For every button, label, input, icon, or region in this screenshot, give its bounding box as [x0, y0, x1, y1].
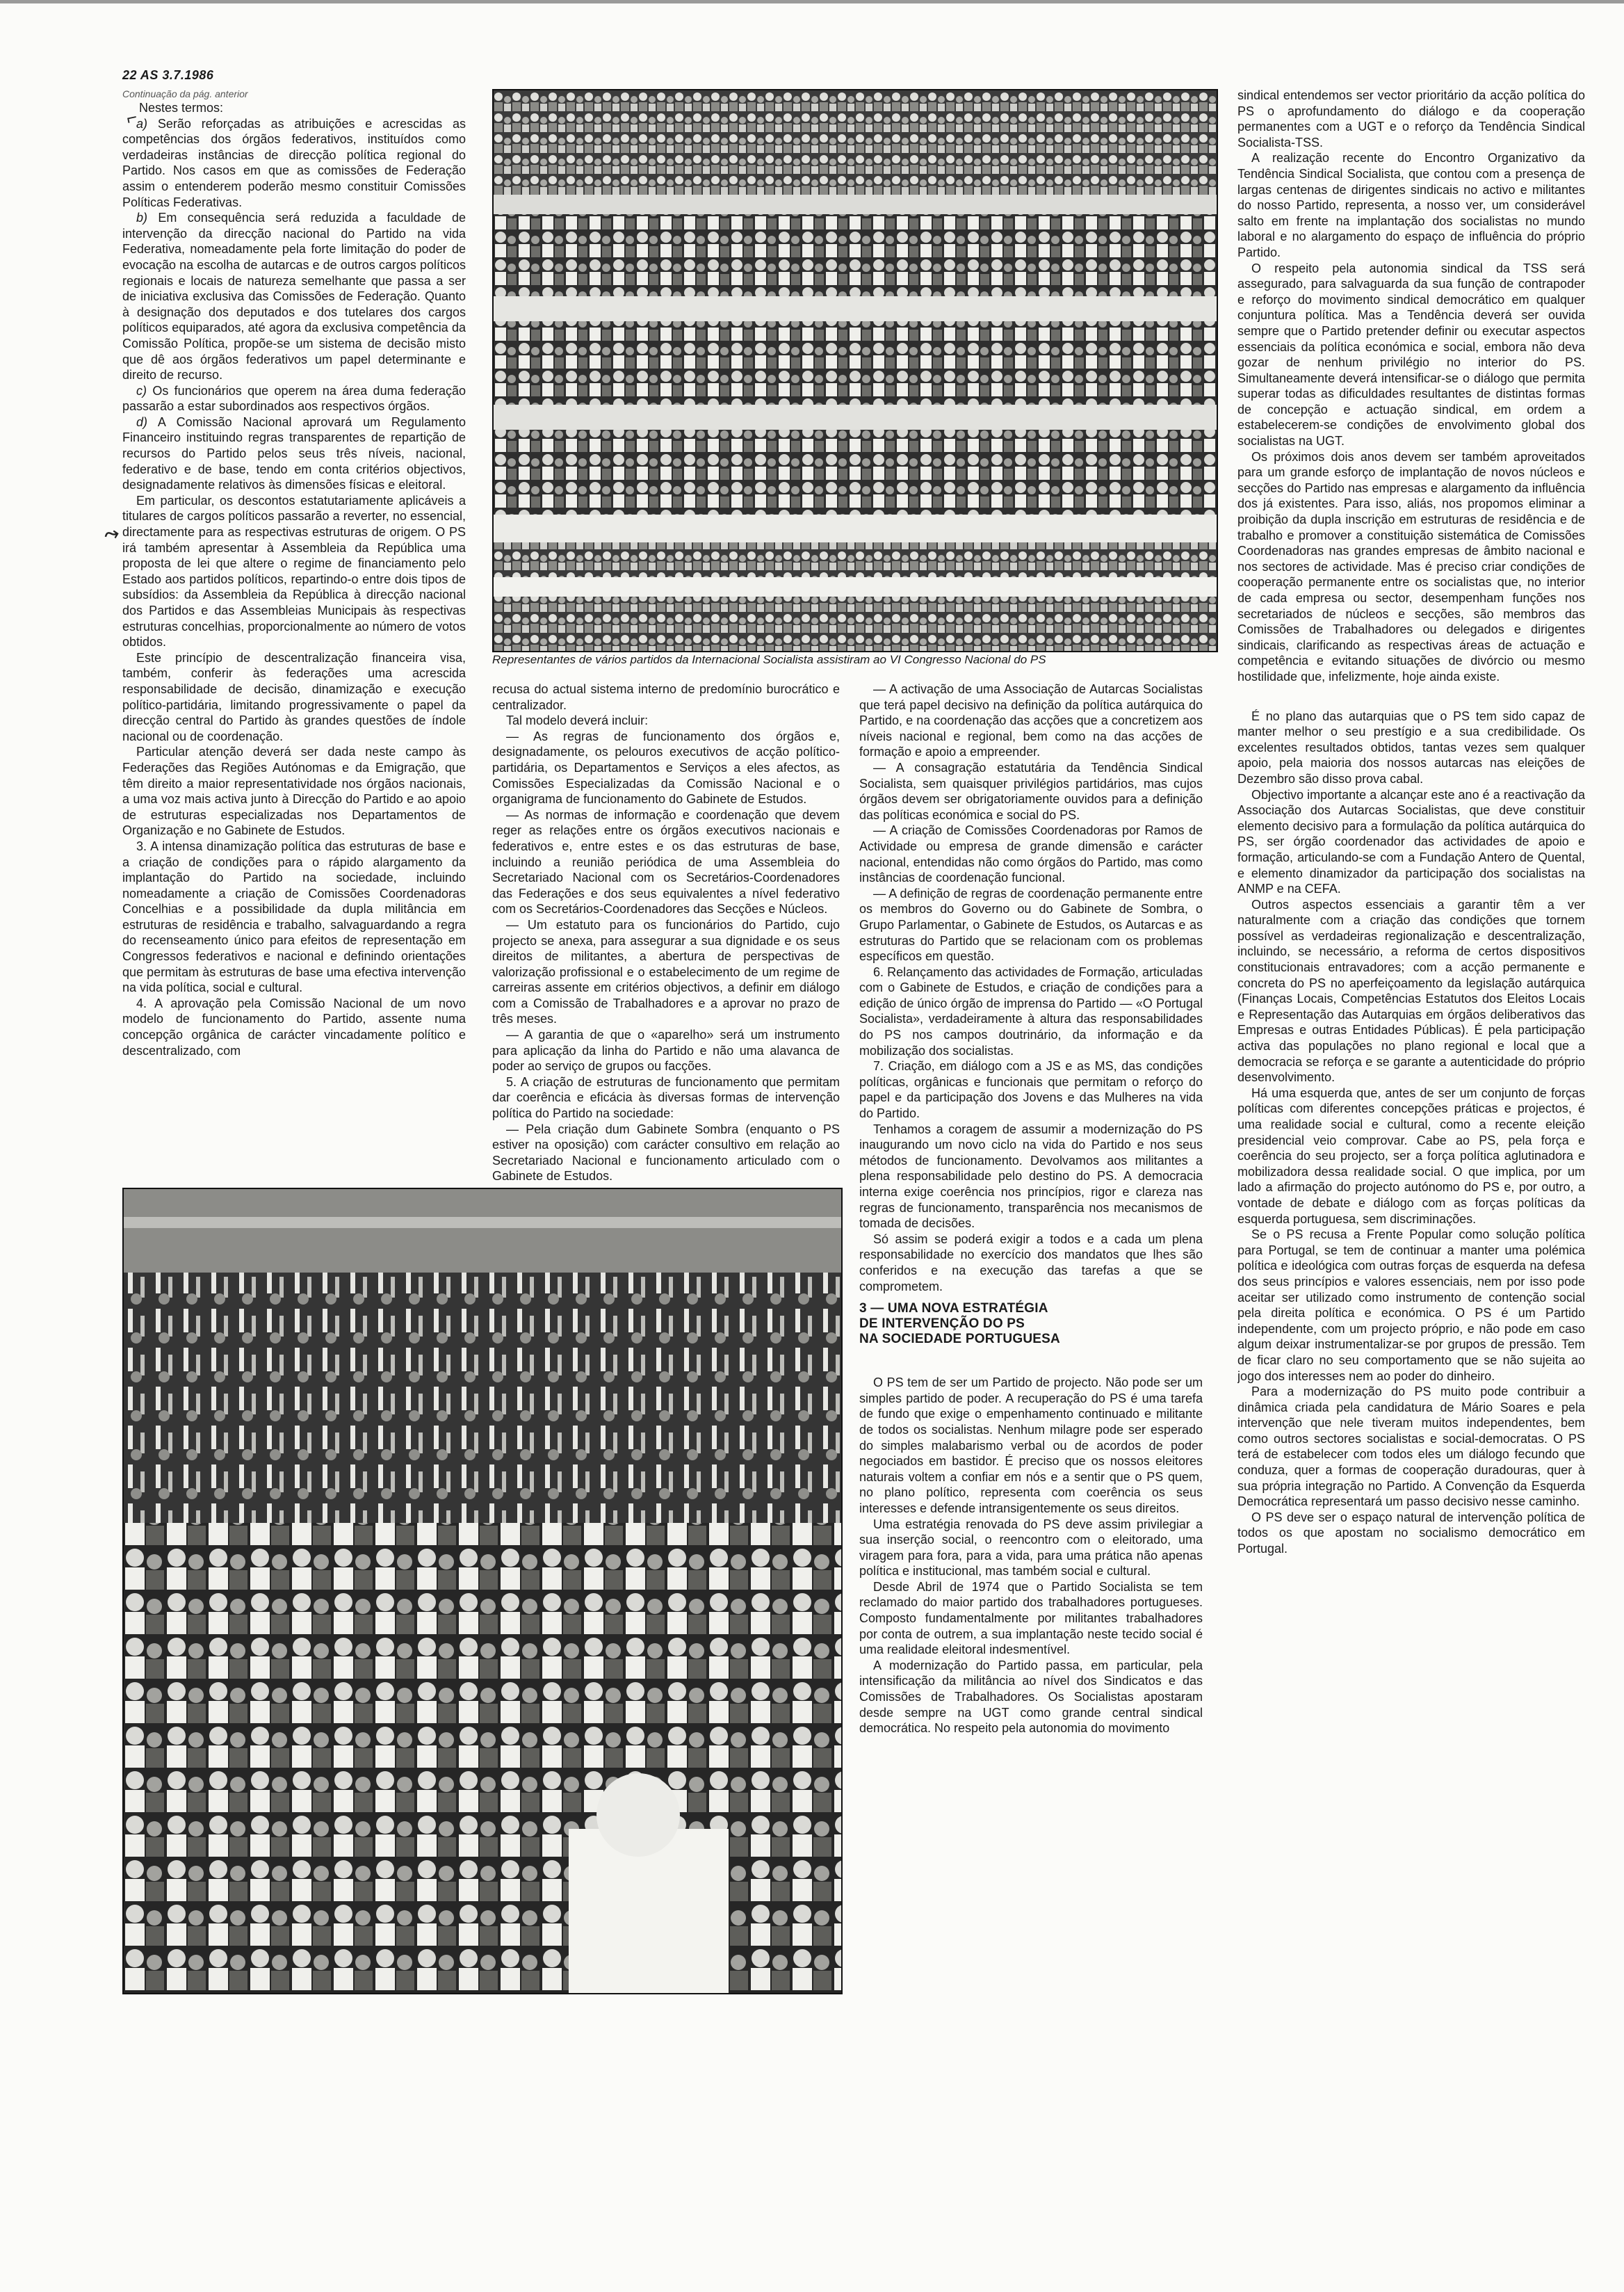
paragraph: Os próximos dois anos devem ser também aproveitados para um grande esforço de implantação de novos núcleos e secções do Partido nas empresas e alargamento da influência dos já existentes. Para isso, aliás, nos propomos eliminar a proibição da dupla inscrição em estruturas de residência e de trabalho e promover a constituição sistemática de Comissões Coordenadoras nas grandes empresas de âmbito nacional e nos sectores de actividade. Mas é preciso criar condições de cooperação permanente entre os socialistas que, no interior de cada empresa ou sector, desempenham funções nos secretariados de núcleos e secções, são membros das Comissões de Trabalhadores ou delegados e dirigentes sindicais, clarificando as respectivas áreas de actuação e competência e evitando situações de divórcio ou mesmo hostilidade que, infelizmente, hoje ainda existe. [1237, 449, 1585, 684]
column-4 [1237, 88, 1585, 2000]
paragraph: Este princípio de descentralização financeira visa, também, conferir às federações uma acrescida responsabilidade de decisão, dinamização e execução político-partidária, limitando progressivamente o papel da direcção central do Partido às grandes questões de índole nacional ou de coordenação. [122, 650, 466, 743]
photo-vote-image [124, 1189, 841, 1993]
paragraph: 7. Criação, em diálogo com a JS e as MS, das condições políticas, orgânicas e funcionais que permitam o reforço do papel e da participação dos Jovens e das Mulheres na vida do Partido. [859, 1059, 1203, 1121]
paragraph: 3. A intensa dinamização política das estruturas de base e a criação de condições para o rápido alargamento da implantação do Partido na sociedade, incluindo nomeadamente a criação de Comissões Coordenadoras Concelhias e a possibilidade da dupla militância em estruturas de residência e trabalho, salvaguardando a regra do recenseamento único para efeitos de representação em Congressos federativos e nacional e definindo orientações que permitam às estruturas de base uma efectiva intervenção na vida política, social e cultural. [122, 839, 466, 995]
paragraph: A realização recente do Encontro Organizativo da Tendência Sindical Socialista, que contou com a presença de largas centenas de dirigentes sindicais no activo e militantes do nosso Partido, representa, a nosso ver, um considerável salto em frente na implantação dos socialistas no mundo laboral e no alargamento do espaço de influência do próprio Partido. [1237, 151, 1585, 259]
paragraph: Outros aspectos essenciais a garantir têm a ver naturalmente com a criação das condições que tornem possível as verdadeiras regionalização e descentralização, incluindo, se necessário, a reforma de certos dispositivos constitucionais entravadores; com a acção permanente e concreta do PS no aperfeiçoamento da legislação autárquica (Finanças Locais, Competências Estatutos dos Eleitos Locais e Representação das Autarquias em órgãos deliberativos das Empresas e outras Entidades Públicas). É pela participação activa das populações no plano regional e local que a democracia se reforça e se garante a autenticidade do próprio desenvolvimento. [1237, 897, 1585, 1085]
paragraph: Tenhamos a coragem de assumir a modernização do PS inaugurando um novo ciclo na vida do Partido e nos seus métodos de funcionamento. Devolvamos aos militantes a plena responsabilidade pelo destino do PS. A democracia interna exige coerência nos princípios, rigor e clareza nas regras de funcionamento, transparência nos mecanismos de tomada de decisões. [859, 1122, 1203, 1231]
section-heading: 3 — UMA NOVA ESTRATÉGIA DE INTERVENÇÃO DO PS NA SOCIEDADE PORTUGUESA [859, 1301, 1060, 1347]
paragraph: Em particular, os descontos estatutariamente aplicáveis a titulares de cargos políticos passarão a reverter, no essencial, directamente para as respectivas estruturas de origem. O PS irá também apresentar à Assembleia da República uma proposta de lei que altere o regime de financiamento pelo Estado aos partidos políticos, repartindo-o entre dois tipos de subsídios: da Assembleia da República à direcção nacional dos Partidos e das Assembleias Municipais às respectivas estruturas concelhias, proporcionalmente ao número de votos obtidos. [122, 493, 466, 649]
paragraph: Uma estratégia renovada do PS deve assim privilegiar a sua inserção social, o reencontro com o eleitorado, uma viragem para fora, para a vida, para uma prática não apenas política e institucional, mas também social e cultural. [859, 1517, 1203, 1579]
margin-mark-icon: ⌐ [124, 106, 140, 129]
paragraph: A modernização do Partido passa, em particular, pela intensificação da militância ao nível dos Sindicatos e das Comissões de Trabalhadores. Os Socialistas apostaram desde sempre na UGT como grande central sindical democrática. No respeito pela autonomia do movimento [859, 1658, 1203, 1736]
paragraph: — As normas de informação e coordenação que devem reger as relações entre os órgãos executivos nacionais e federativos e, entre estes e os das estruturas de base, incluindo a reunião periódica de uma Assembleia do Secretariado Nacional com os Secretários-Coordenadores das Federações e dos seus equivalentes a nível federativo com os Secretários-Coordenadores das Secções e Núcleos. [492, 807, 840, 917]
paragraph: d) A Comissão Nacional aprovará um Regulamento Financeiro instituindo regras transparentes de repartição de recursos do Partido pelos seus três níveis, nacional, federativo e de base, tendo em conta critérios objectivos, designadamente relativos às dimensões físicas e eleitoral. [122, 414, 466, 492]
top-rule [0, 0, 1624, 3]
paragraph: — A activação de uma Associação de Autarcas Socialistas que terá papel decisivo na definição da política autárquica do Partido, e na coordenação das acções que a concretizem aos níveis nacional e regional, bem como na das acções de formação e apoio a empreender. [859, 682, 1203, 759]
item-letter: d) [136, 414, 148, 429]
paragraph: É no plano das autarquias que o PS tem sido capaz de manter melhor o seu prestígio e a sua credibilidade. Os excelentes resultados obtidos, tantas vezes sem qualquer apoio, pela maioria dos nossos autarcas nas eleições de Dezembro são disso prova cabal. [1237, 709, 1585, 786]
paragraph: O PS deve ser o espaço natural de intervenção política de todos os que apostam no socialismo democrático em Portugal. [1237, 1510, 1585, 1556]
paragraph: Particular atenção deverá ser dada neste campo às Federações das Regiões Autónomas e da Emigração, que têm direito a maior representatividade nos órgãos nacionais, a uma voz mais activa junto à Direcção do Partido e ao apoio de estruturas especializadas nos Departamentos de Organização e no Gabinete de Estudos. [122, 745, 466, 838]
margin-mark-icon: ⤳ [102, 522, 121, 545]
paragraph: Há uma esquerda que, antes de ser um conjunto de forças políticas com diferentes concepções práticas e projectos, é uma realidade social e cultural, como a recente eleição presidencial veio comprovar. Cabe ao PS, pela força e coerência do seu projecto, ser a força política aglutinadora e mobilizadora dessa realidade social. O que implica, por um lado a afirmação do projecto autónomo do PS e, por outro, a vontade de debate e diálogo com as forças políticas da esquerda portuguesa, sem discriminações. [1237, 1086, 1585, 1226]
paragraph: Tal modelo deverá incluir: [506, 713, 649, 728]
paragraph: Nestes termos: [139, 101, 224, 115]
column-1 [122, 88, 466, 1185]
item-letter: c) [136, 383, 147, 398]
photo-congress-vote [122, 1188, 843, 1994]
item-letter: b) [136, 211, 148, 225]
paragraph: Para a modernização do PS muito pode contribuir a dinâmica criada pela candidatura de Mário Soares e pela intervenção que nele tiveram muitos independentes, bem como outros sectores socialistas e social-democratas. O PS terá de estabelecer com todos eles um diálogo fecundo que conduza, quer a formas de cooperação duradouras, quer à sua própria integração no Partido. A Convenção da Esquerda Democrática representará um passo decisivo nesse caminho. [1237, 1385, 1585, 1509]
item-letter: a) [136, 116, 148, 131]
paragraph: — A consagração estatutária da Tendência Sindical Socialista, sem quaisquer privilégios partidários, mas cujos órgãos devem ser obrigatoriamente ouvidos para a definição das políticas económica e social do PS. [859, 760, 1203, 822]
paragraph: Objectivo importante a alcançar este ano é a reactivação da Associação dos Autarcas Socialistas, que deve constituir elemento decisivo para a formulação da política autárquica do PS, ser órgão coordenador das actividades de apoio e formação, articulando-se com a Fundação Antero de Quental, e elemento dinamizador da participação dos socialistas na ANMP e na CEFA. [1237, 787, 1585, 896]
column-3 [859, 681, 1203, 1992]
paragraph: O respeito pela autonomia sindical da TSS será assegurado, para salvaguarda da sua função de contrapoder e reforço do movimento sindical democrático em qualquer conjuntura política. Mas a Tendência deverá ser ouvida sempre que o Partido pretender definir ou executar aspectos essenciais da política económica e social, embora não deva gozar de nenhum privilégio no interior do PS. Simultaneamente deverá intensificar-se o diálogo que permita superar todas as dificuldades resultantes de distintas formas de concepção e actuação sindical, em ordem a estabelecerem-se condições de envolvimento global dos socialistas na UGT. [1237, 261, 1585, 449]
paragraph: — Pela criação dum Gabinete Sombra (enquanto o PS estiver na oposição) com carácter consultivo em relação ao Secretariado Nacional e funcionamento articulado com o Gabinete de Estudos. [492, 1122, 840, 1184]
paragraph: 4. A aprovação pela Comissão Nacional de um novo modelo de funcionamento do Partido, assente numa concepção orgânica de carácter vincadamente político e descentralizado, com [122, 996, 466, 1058]
paragraph: Se o PS recusa a Frente Popular como solução política para Portugal, se tem de continuar a manter uma polémica política e ideológica com outras forças de esquerda na defesa dos seus princípios e valores essenciais, nem por isso pode aceitar ser utilizado como instrumento de contenção social pela direita política e económica. O PS é um Partido independente, com um projecto próprio, e não pode em caso algum deixar instrumentalizar-se por grupos de pressão. Tem de ficar claro no seu comportamento que se não sujeita ao jogo dos interesses nem ao poder do dinheiro. [1237, 1227, 1585, 1383]
paragraph: — Um estatuto para os funcionários do Partido, cujo projecto se anexa, para assegurar a sua dignidade e os seus direitos de militantes, a abertura de perspectivas de valorização profissional e o estabelecimento de um regime de carreiras assente em critérios objectivos, a definir em diálogo com a Comissão de Trabalhadores e a aprovar no prazo de três meses. [492, 917, 840, 1026]
photo-delegates-image [494, 90, 1217, 651]
page-folio: 22 AS 3.7.1986 [122, 68, 214, 82]
photo-caption: Representantes de vários partidos da Internacional Socialista assistiram ao VI Congresso Nacional do PS [492, 653, 1046, 666]
paragraph: 6. Relançamento das actividades de Formação, articuladas com o Gabinete de Estudos, e criação de condições para a edição de único órgão de imprensa do Partido — «O Portugal Socialista», verdadeiramente à altura das responsabilidades do PS nos campos doutrinário, da informação e da mobilização dos socialistas. [859, 965, 1203, 1058]
paragraph: a) Serão reforçadas as atribuições e acrescidas as competências dos órgãos federativos, instituídos como verdadeiras instâncias de direcção política regional do Partido. Nos casos em que as comissões de Federação assim o entenderem poderão mesmo constituir Comissões Políticas Federativas. [122, 116, 466, 209]
paragraph: — As regras de funcionamento dos órgãos e, designadamente, os pelouros executivos de acção político-partidária, os Departamentos e Serviços a eles afectos, as Comissões Especializadas da Comissão Nacional e o organigrama de funcionamento do Gabinete de Estudos. [492, 729, 840, 807]
paragraph: b) Em consequência será reduzida a faculdade de intervenção da direcção nacional do Partido na vida Federativa, nomeadamente pela forte limitação do poder de evocação na escolha de autarcas e de outros cargos políticos regionais e locais de natureza semelhante que passa a ser de iniciativa exclusiva das Comissões de Federação. Quanto à designação dos deputados e dos tutelares dos cargos políticos equiparados, até agora da exclusiva competência da Comissão Política, propõe-se um sistema de decisão misto que dê aos órgãos federativos um papel determinante e direito de recurso. [122, 211, 466, 382]
photo-delegates-hall [492, 89, 1218, 652]
paragraph: c) Os funcionários que operem na área duma federação passarão a estar subordinados aos respectivos órgãos. [122, 383, 466, 414]
paragraph: O PS tem de ser um Partido de projecto. Não pode ser um simples partido de poder. A recuperação do PS é uma tarefa de fundo que exige o empenhamento continuado e militante de todos os socialistas. Nenhum milagre pode ser esperado do simples malabarismo verbal ou de acordos de poder negociados em bastidor. É preciso que os nossos eleitores naturais voltem a confiar em nós e a sentir que o PS quem, no plano político, representa com coerência os seus interesses e defende intransigentemente os seus direitos. [859, 1375, 1203, 1515]
continuation-note: Continuação da pág. anterior [122, 88, 248, 99]
paragraph: Só assim se poderá exigir a todos e a cada um plena responsabilidade no exercício dos mandatos que lhes são conferidos e na execução das tarefas a que se comprometem. [859, 1232, 1203, 1293]
paragraph: — A garantia de que o «aparelho» será um instrumento para aplicação da linha do Partido e não uma alavanca de poder ao serviço de grupos ou facções. [492, 1028, 840, 1074]
paragraph: recusa do actual sistema interno de predomínio burocrático e centralizador. [492, 682, 840, 712]
paragraph: 5. A criação de estruturas de funcionamento que permitam dar coerência e eficácia às diversas formas de intervenção política do Partido na sociedade: [492, 1074, 840, 1121]
paragraph: Desde Abril de 1974 que o Partido Socialista se tem reclamado do maior partido dos trabalhadores portugueses. Composto fundamentalmente por militantes trabalhadores por conta de outrem, a sua implantação neste tecido social é uma realidade eleitoral indesmentível. [859, 1579, 1203, 1657]
paragraph: sindical entendemos ser vector prioritário da acção política do PS o aprofundamento do diálogo e da cooperação permanentes com a UGT e o reforço da Tendência Sindical Socialista-TSS. [1237, 88, 1585, 150]
paragraph: — A definição de regras de coordenação permanente entre os membros do Governo ou do Gabinete de Sombra, o Grupo Parlamentar, o Gabinete de Estudos, os Autarcas e as estruturas do Partido que se relacionam com os problemas específicos em questão. [859, 886, 1203, 964]
column-2 [492, 681, 840, 1217]
paragraph: — A criação de Comissões Coordenadoras por Ramos de Actividade ou empresa de grande dimensão e carácter nacional, entendidas não como órgãos do Partido, mas como instâncias de coordenação funcional. [859, 823, 1203, 885]
